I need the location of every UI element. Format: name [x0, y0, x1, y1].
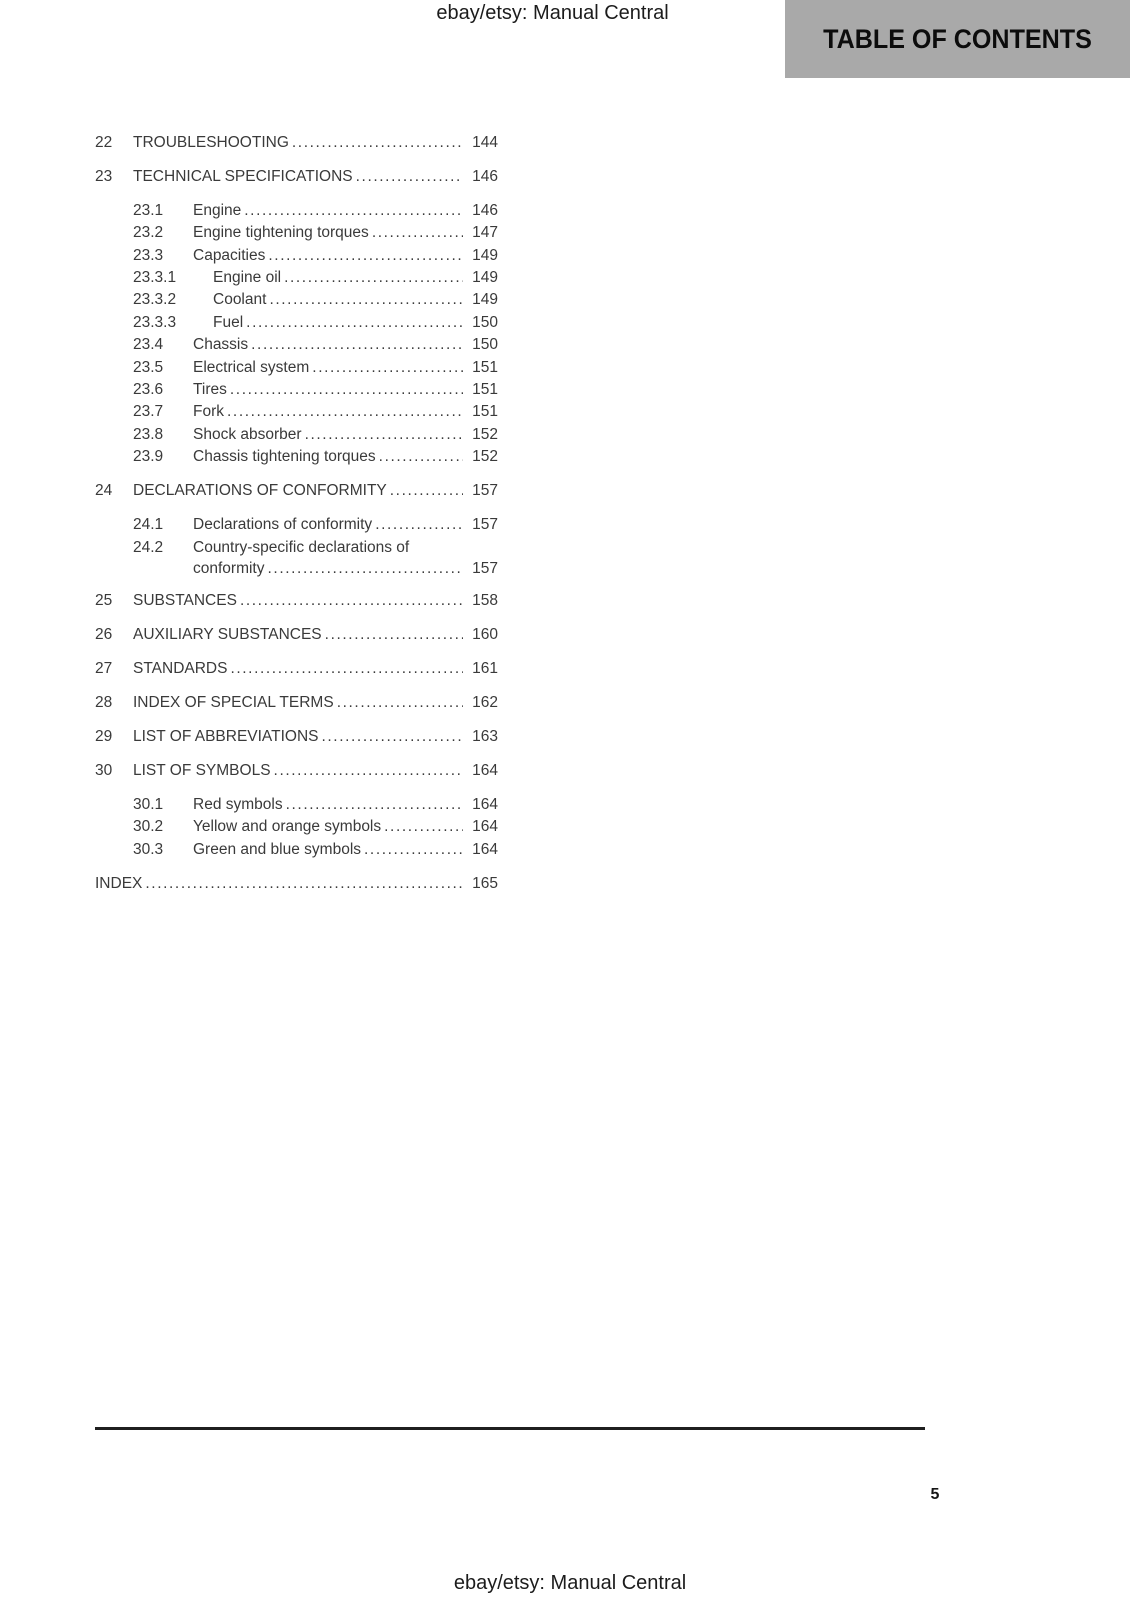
toc-entry: [95, 873, 498, 895]
toc-entry: [95, 658, 498, 680]
toc-entry: [95, 692, 498, 714]
toc-entry-page: 151: [472, 358, 498, 376]
toc-entry-title: Shock absorber: [193, 425, 302, 443]
toc-entry-title: Coolant: [213, 291, 267, 309]
toc-entry-number: 23.5: [133, 358, 164, 376]
toc-entry: [95, 289, 498, 311]
toc-entry-title: Capacities: [193, 246, 266, 264]
toc-entry-title: Electrical system: [193, 358, 310, 376]
toc-leader-dots: [356, 166, 463, 188]
toc-entry-number: 24: [95, 482, 113, 500]
toc-entry-page: 146: [472, 201, 498, 219]
toc-leader-dots: [244, 200, 463, 222]
toc-leader-dots: [292, 132, 463, 154]
toc-leader-dots: [251, 334, 463, 356]
toc-entry-number: 23.4: [133, 336, 164, 354]
toc-entry-number: 23.3.2: [133, 291, 177, 309]
toc-entry-page: 164: [472, 761, 498, 779]
toc-entry-number: 25: [95, 592, 113, 610]
toc-entry-page: 147: [472, 224, 498, 242]
toc-entry-title: LIST OF ABBREVIATIONS: [133, 728, 319, 746]
toc-leader-dots: [286, 794, 463, 816]
toc-entry-title: DECLARATIONS OF CONFORMITY: [133, 482, 387, 500]
toc-entry-page: 152: [472, 425, 498, 443]
toc-leader-dots: [390, 480, 463, 502]
toc-entry-page: 160: [472, 626, 498, 644]
toc-entry: [95, 267, 498, 289]
toc-leader-dots: [268, 559, 464, 579]
toc-entry-title: Yellow and orange symbols: [193, 818, 382, 836]
toc-entry-number: 24.1: [133, 516, 164, 534]
toc-entry: [95, 132, 498, 154]
toc-entry-title: TECHNICAL SPECIFICATIONS: [133, 167, 353, 185]
toc-entry-number: 30: [95, 761, 113, 779]
toc-leader-dots: [375, 514, 463, 536]
toc-entry-title: SUBSTANCES: [133, 592, 237, 610]
toc-entry-number: 26: [95, 626, 113, 644]
toc-entry: [95, 760, 498, 782]
toc-entry-number: 24.2: [133, 538, 164, 556]
toc-entry-title: LIST OF SYMBOLS: [133, 761, 271, 779]
toc-entry-page: 150: [472, 336, 498, 354]
toc-entry: [95, 590, 498, 612]
toc-entry-page: 164: [472, 818, 498, 836]
toc-entry-page: 162: [472, 694, 498, 712]
toc-entry-page: 158: [472, 592, 498, 610]
toc-leader-dots: [230, 379, 463, 401]
toc-leader-dots: [240, 590, 463, 612]
toc-leader-dots: [305, 424, 463, 446]
toc-entry-title: Chassis tightening torques: [193, 448, 376, 466]
toc-entry-page: 157: [472, 516, 498, 534]
toc-leader-dots: [246, 312, 463, 334]
document-header-title: ebay/etsy: Manual Central: [436, 2, 669, 24]
toc-entry-page: 144: [472, 134, 498, 151]
page-number: 5: [930, 1486, 940, 1503]
toc-entry-continuation: [95, 559, 498, 579]
toc-leader-dots: [325, 624, 463, 646]
toc-entry-title: Chassis: [193, 336, 249, 354]
toc-entry: [95, 166, 498, 188]
toc-entry-page: 150: [472, 313, 498, 331]
toc-entry: [95, 401, 498, 423]
toc-entry-number: 22: [95, 134, 113, 151]
toc-leader-dots: [379, 446, 463, 468]
toc-entry-title: Engine tightening torques: [193, 224, 369, 242]
toc-leader-dots: [337, 692, 463, 714]
toc-entry-title: Tires: [193, 381, 227, 399]
toc-entry-page: 164: [472, 795, 498, 813]
toc-leader-dots: [312, 357, 463, 379]
toc-entry-page: 163: [472, 728, 498, 746]
toc-entry: [95, 357, 498, 379]
toc-entry: [95, 726, 498, 748]
toc-leader-dots: [364, 839, 463, 861]
toc-leader-dots: [269, 289, 463, 311]
toc-entry-title: AUXILIARY SUBSTANCES: [133, 626, 322, 644]
toc-entry-title: TROUBLESHOOTING: [133, 134, 289, 151]
toc-entry: [95, 379, 498, 401]
toc-entry: [95, 245, 498, 267]
toc-entry-page: 157: [472, 559, 498, 577]
toc-leader-dots: [321, 726, 463, 748]
toc-entry-title: Engine: [193, 201, 242, 219]
toc-entry-page: 151: [472, 381, 498, 399]
toc-entry: [95, 424, 498, 446]
toc-leader-dots: [274, 760, 463, 782]
toc-entry-page: 157: [472, 482, 498, 500]
toc-entry-number: 30.2: [133, 818, 164, 836]
toc-entry-title: Fuel: [213, 313, 244, 331]
toc-entry-number: 23.8: [133, 425, 164, 443]
toc-entry-page: 151: [472, 403, 498, 421]
banner-title: TABLE OF CONTENTS: [823, 23, 1092, 54]
toc-leader-dots: [145, 873, 463, 895]
toc-entry-title: Engine oil: [213, 269, 282, 287]
toc-entry-number: 23.9: [133, 448, 164, 466]
toc-leader-dots: [384, 816, 463, 838]
toc-entry-title: Green and blue symbols: [193, 840, 362, 858]
toc-entry: [95, 514, 498, 536]
toc-leader-dots: [372, 222, 463, 244]
toc-leader-dots: [284, 267, 463, 289]
toc-entry-number: 23.3.3: [133, 313, 177, 331]
toc-entry: [95, 816, 498, 838]
toc-entry: [95, 794, 498, 816]
toc-entry-title: STANDARDS: [133, 660, 228, 678]
toc-entry: [95, 312, 498, 334]
toc-entry-number: 23.1: [133, 201, 164, 219]
toc-entry: [95, 446, 498, 468]
toc-leader-dots: [268, 245, 463, 267]
toc-entry-page: 146: [472, 167, 498, 185]
toc-entry-number: 27: [95, 660, 113, 678]
toc-entry: [95, 537, 498, 559]
footer-rule: [95, 1427, 925, 1430]
toc-entry-title: Red symbols: [193, 795, 283, 813]
toc-entry-title: INDEX: [95, 874, 143, 892]
toc-entry-title: Country-specific declarations of: [193, 538, 410, 556]
toc-entry-title: conformity: [193, 559, 265, 577]
toc-entry-title: Declarations of conformity: [193, 516, 373, 534]
toc-entry-number: 23.7: [133, 403, 164, 421]
toc-list: [95, 132, 498, 895]
toc-entry-page: 149: [472, 291, 498, 309]
toc-entry-number: 23.3: [133, 246, 164, 264]
toc-entry-number: 30.1: [133, 795, 164, 813]
toc-leader-dots: [227, 401, 463, 423]
toc-entry-page: 152: [472, 448, 498, 466]
toc-entry-page: 164: [472, 840, 498, 858]
toc-entry: [95, 839, 498, 861]
toc-entry-number: 29: [95, 728, 113, 746]
toc-entry-number: 23.6: [133, 381, 164, 399]
toc-entry-page: 161: [472, 660, 498, 678]
toc-leader-dots: [230, 658, 463, 680]
toc-entry-title: Fork: [193, 403, 224, 421]
toc-entry-page: 149: [472, 246, 498, 264]
toc-entry-page: 149: [472, 269, 498, 287]
toc-entry-page: 165: [472, 874, 498, 892]
toc-entry-title: INDEX OF SPECIAL TERMS: [133, 694, 334, 712]
toc-entry-number: 23: [95, 167, 113, 185]
document-footer-title: ebay/etsy: Manual Central: [453, 1572, 687, 1594]
toc-entry: [95, 334, 498, 356]
toc-entry-number: 30.3: [133, 840, 164, 858]
toc-entry-number: 28: [95, 694, 113, 712]
toc-entry: [95, 222, 498, 244]
toc-entry-number: 23.3.1: [133, 269, 177, 287]
table-of-contents-banner: [785, 0, 1130, 78]
toc-entry: [95, 480, 498, 502]
toc-entry: [95, 624, 498, 646]
toc-entry: [95, 200, 498, 222]
toc-entry-number: 23.2: [133, 224, 164, 242]
